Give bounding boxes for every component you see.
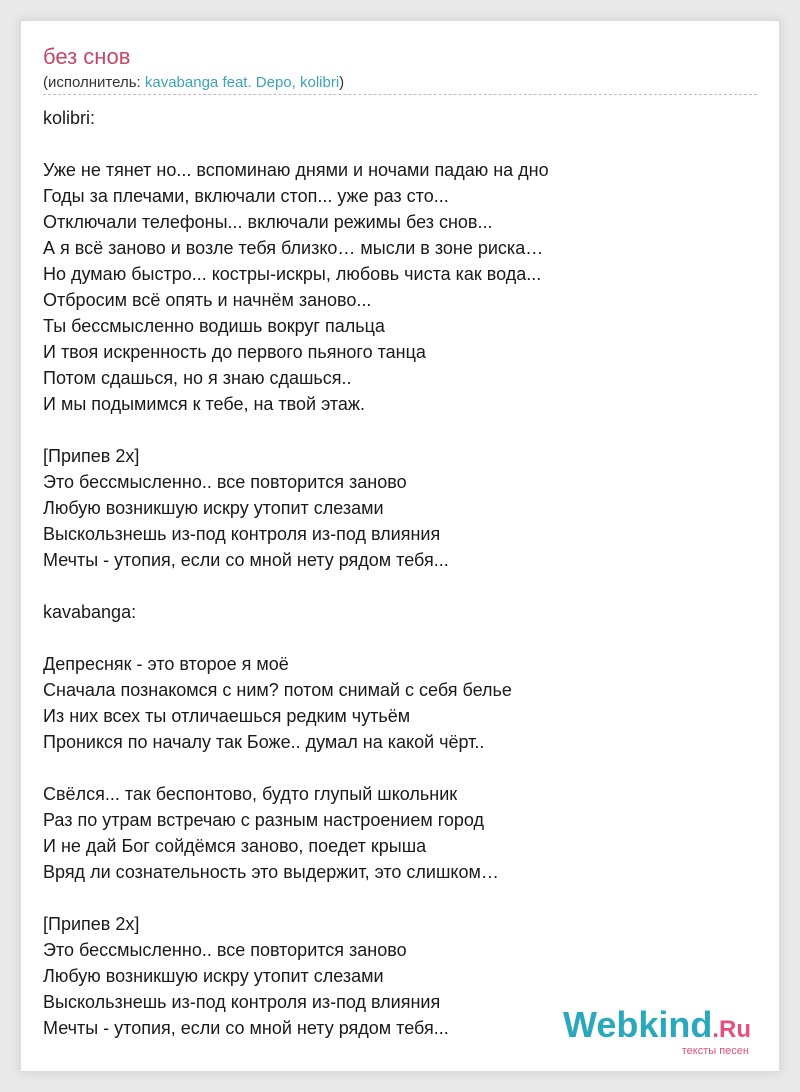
lyric-line: Сначала познакомся с ним? потом снимай с себя белье <box>43 680 512 700</box>
lyric-line: Выскользнешь из-под контроля из-под влияния <box>43 992 441 1012</box>
lyric-line: Любую возникшую искру утопит слезами <box>43 966 384 986</box>
lyric-line: Ты бессмысленно водишь вокруг пальца <box>43 316 385 336</box>
lyric-line: [Припев 2x] <box>43 914 140 934</box>
lyric-line: Это бессмысленно.. все повторится заново <box>43 472 407 492</box>
artist-suffix: ) <box>339 74 345 91</box>
lyric-line: Отбросим всё опять и начнём заново... <box>43 290 372 310</box>
lyric-blank-line <box>43 417 743 443</box>
lyric-line: Проникся по началу так Боже.. думал на какой чёрт.. <box>43 732 485 752</box>
artist-line <box>43 73 344 93</box>
lyrics-page <box>20 20 780 1072</box>
lyric-line: Из них всех ты отличаешься редким чутьём <box>43 706 411 726</box>
lyric-blank-line <box>43 573 743 599</box>
lyric-line: [Припев 2x] <box>43 446 140 466</box>
lyric-line: Это бессмысленно.. все повторится заново <box>43 940 407 960</box>
lyric-line: И мы подымимся к тебе, на твой этаж. <box>43 394 365 414</box>
lyric-line: Но думаю быстро... костры-искры, любовь чиста как вода... <box>43 264 542 284</box>
lyric-line: А я всё заново и возле тебя близко… мысли в зоне риска… <box>43 238 544 258</box>
webkind-logo[interactable] <box>563 1006 751 1057</box>
logo-tld: .Ru <box>712 1016 751 1043</box>
lyric-line: Вряд ли сознательность это выдержит, это слишком… <box>43 862 499 882</box>
lyric-line: Отключали телефоны... включали режимы без снов... <box>43 212 493 232</box>
lyric-blank-line <box>43 625 743 651</box>
logo-tagline: тексты песен <box>681 1045 749 1057</box>
lyric-line: Уже не тянет но... вспоминаю днями и ночами падаю на дно <box>43 160 549 180</box>
lyric-line: Выскользнешь из-под контроля из-под влияния <box>43 524 441 544</box>
artist-link[interactable]: kavabanga feat. Depo, kolibri <box>144 74 340 91</box>
lyric-line: Любую возникшую искру утопит слезами <box>43 498 384 518</box>
lyric-line: kavabanga: <box>43 602 137 622</box>
logo-wordmark <box>563 1006 751 1049</box>
song-title: без снов <box>43 44 131 69</box>
lyric-blank-line <box>43 885 743 911</box>
lyric-line: И не дай Бог сойдёмся заново, поедет крыша <box>43 836 427 856</box>
logo-main-text: Webkind <box>562 1004 713 1045</box>
lyric-blank-line <box>43 131 743 157</box>
lyric-line: Мечты - утопия, если со мной нету рядом тебя... <box>43 550 449 570</box>
lyrics-body <box>43 105 743 1041</box>
lyric-line: kolibri: <box>43 108 96 128</box>
lyric-line: И твоя искренность до первого пьяного танца <box>43 342 426 362</box>
artist-prefix: (исполнитель: <box>43 74 145 91</box>
lyric-line: Раз по утрам встречаю с разным настроением город <box>43 810 485 830</box>
lyric-line: Потом сдашься, но я знаю сдашься.. <box>43 368 352 388</box>
lyric-line: Свёлся... так беспонтово, будто глупый школьник <box>43 784 458 804</box>
lyric-line: Годы за плечами, включали стоп... уже раз сто... <box>43 186 449 206</box>
lyric-line: Депресняк - это второе я моё <box>43 654 289 674</box>
lyric-blank-line <box>43 755 743 781</box>
divider <box>43 94 757 95</box>
lyric-line: Мечты - утопия, если со мной нету рядом тебя... <box>43 1018 449 1038</box>
